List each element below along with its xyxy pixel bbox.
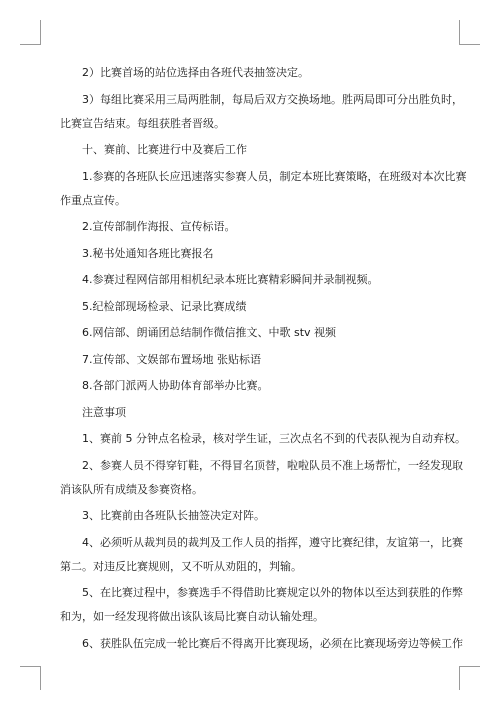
section-heading: 注意事项 [82,405,126,419]
paragraph-line: 3）每组比赛采用三局两胜制，每局后双方交换场地。胜两局即可分出胜负时， [82,92,463,106]
corner-mark-bottom-right-vertical [459,666,460,690]
list-item: 3、比赛前由各班队长抽签决定对阵。 [82,509,265,522]
paragraph-line: 消该队所有成绩及参赛资格。 [60,482,203,496]
list-item: 3.秘书处通知各班比赛报名 [82,246,214,260]
section-heading: 十、赛前、比赛进行中及赛后工作 [82,143,247,156]
paragraph-line: 1.参赛的各班队长应迅速落实参赛人员，制定本班比赛策略，在班级对本次比赛 [82,169,467,183]
paragraph-line: 第二。对违反比赛规则，又不听从劝阻的，判输。 [60,559,302,573]
list-item: 1、赛前 5 分钟点名检录，核对学生证，三次点名不到的代表队视为自动弃权。 [82,432,466,445]
list-item: 4.参赛过程网信部用相机纪录本班比赛精彩瞬间并录制视频。 [82,273,379,286]
document-body [60,66,467,651]
corner-mark-bottom-left-vertical [40,666,41,690]
paragraph-line: 和为，如一经发现将做出该队该局比赛自动认输处理。 [60,610,324,623]
corner-mark-top-right-horizontal [459,44,480,45]
list-item: 5.纪检部现场检录、记录比赛成绩 [82,299,247,313]
list-item: 2、参赛人员不得穿钉鞋，不得冒名顶替，啦啦队员不准上场帮忙，一经发现取 [82,458,463,472]
list-item: 2.宣传部制作海报、宣传标语。 [82,220,236,233]
paragraph-line: 2）比赛首场的站位选择由各班代表抽签决定。 [82,66,309,79]
list-item: 5、在比赛过程中，参赛选手不得借助比赛规定以外的物体以至达到获胜的作弊 [82,586,463,599]
corner-mark-top-left-vertical [40,20,41,44]
corner-mark-bottom-left-horizontal [20,666,41,667]
paragraph-line: 比赛宣告结束。每组获胜者晋级。 [60,116,225,130]
list-item: 4、必须听从裁判员的裁判及工作人员的指挥，遵守比赛纪律，友谊第一，比赛 [82,535,463,549]
corner-mark-top-right-vertical [459,20,460,44]
list-item: 7.宣传部、文娱部布置场地 张贴标语 [82,352,261,366]
corner-mark-bottom-right-horizontal [459,666,480,667]
paragraph-line: 作重点宣传。 [60,193,126,207]
list-item: 6、获胜队伍完成一轮比赛后不得离开比赛现场，必须在比赛现场旁边等候工作 [82,636,463,650]
corner-mark-top-left-horizontal [20,44,41,45]
list-item: 6.网信部、朗诵团总结制作微信推文、中歌 stv 视频 [82,326,337,339]
list-item: 8.各部门派两人协助体育部举办比赛。 [82,379,269,392]
